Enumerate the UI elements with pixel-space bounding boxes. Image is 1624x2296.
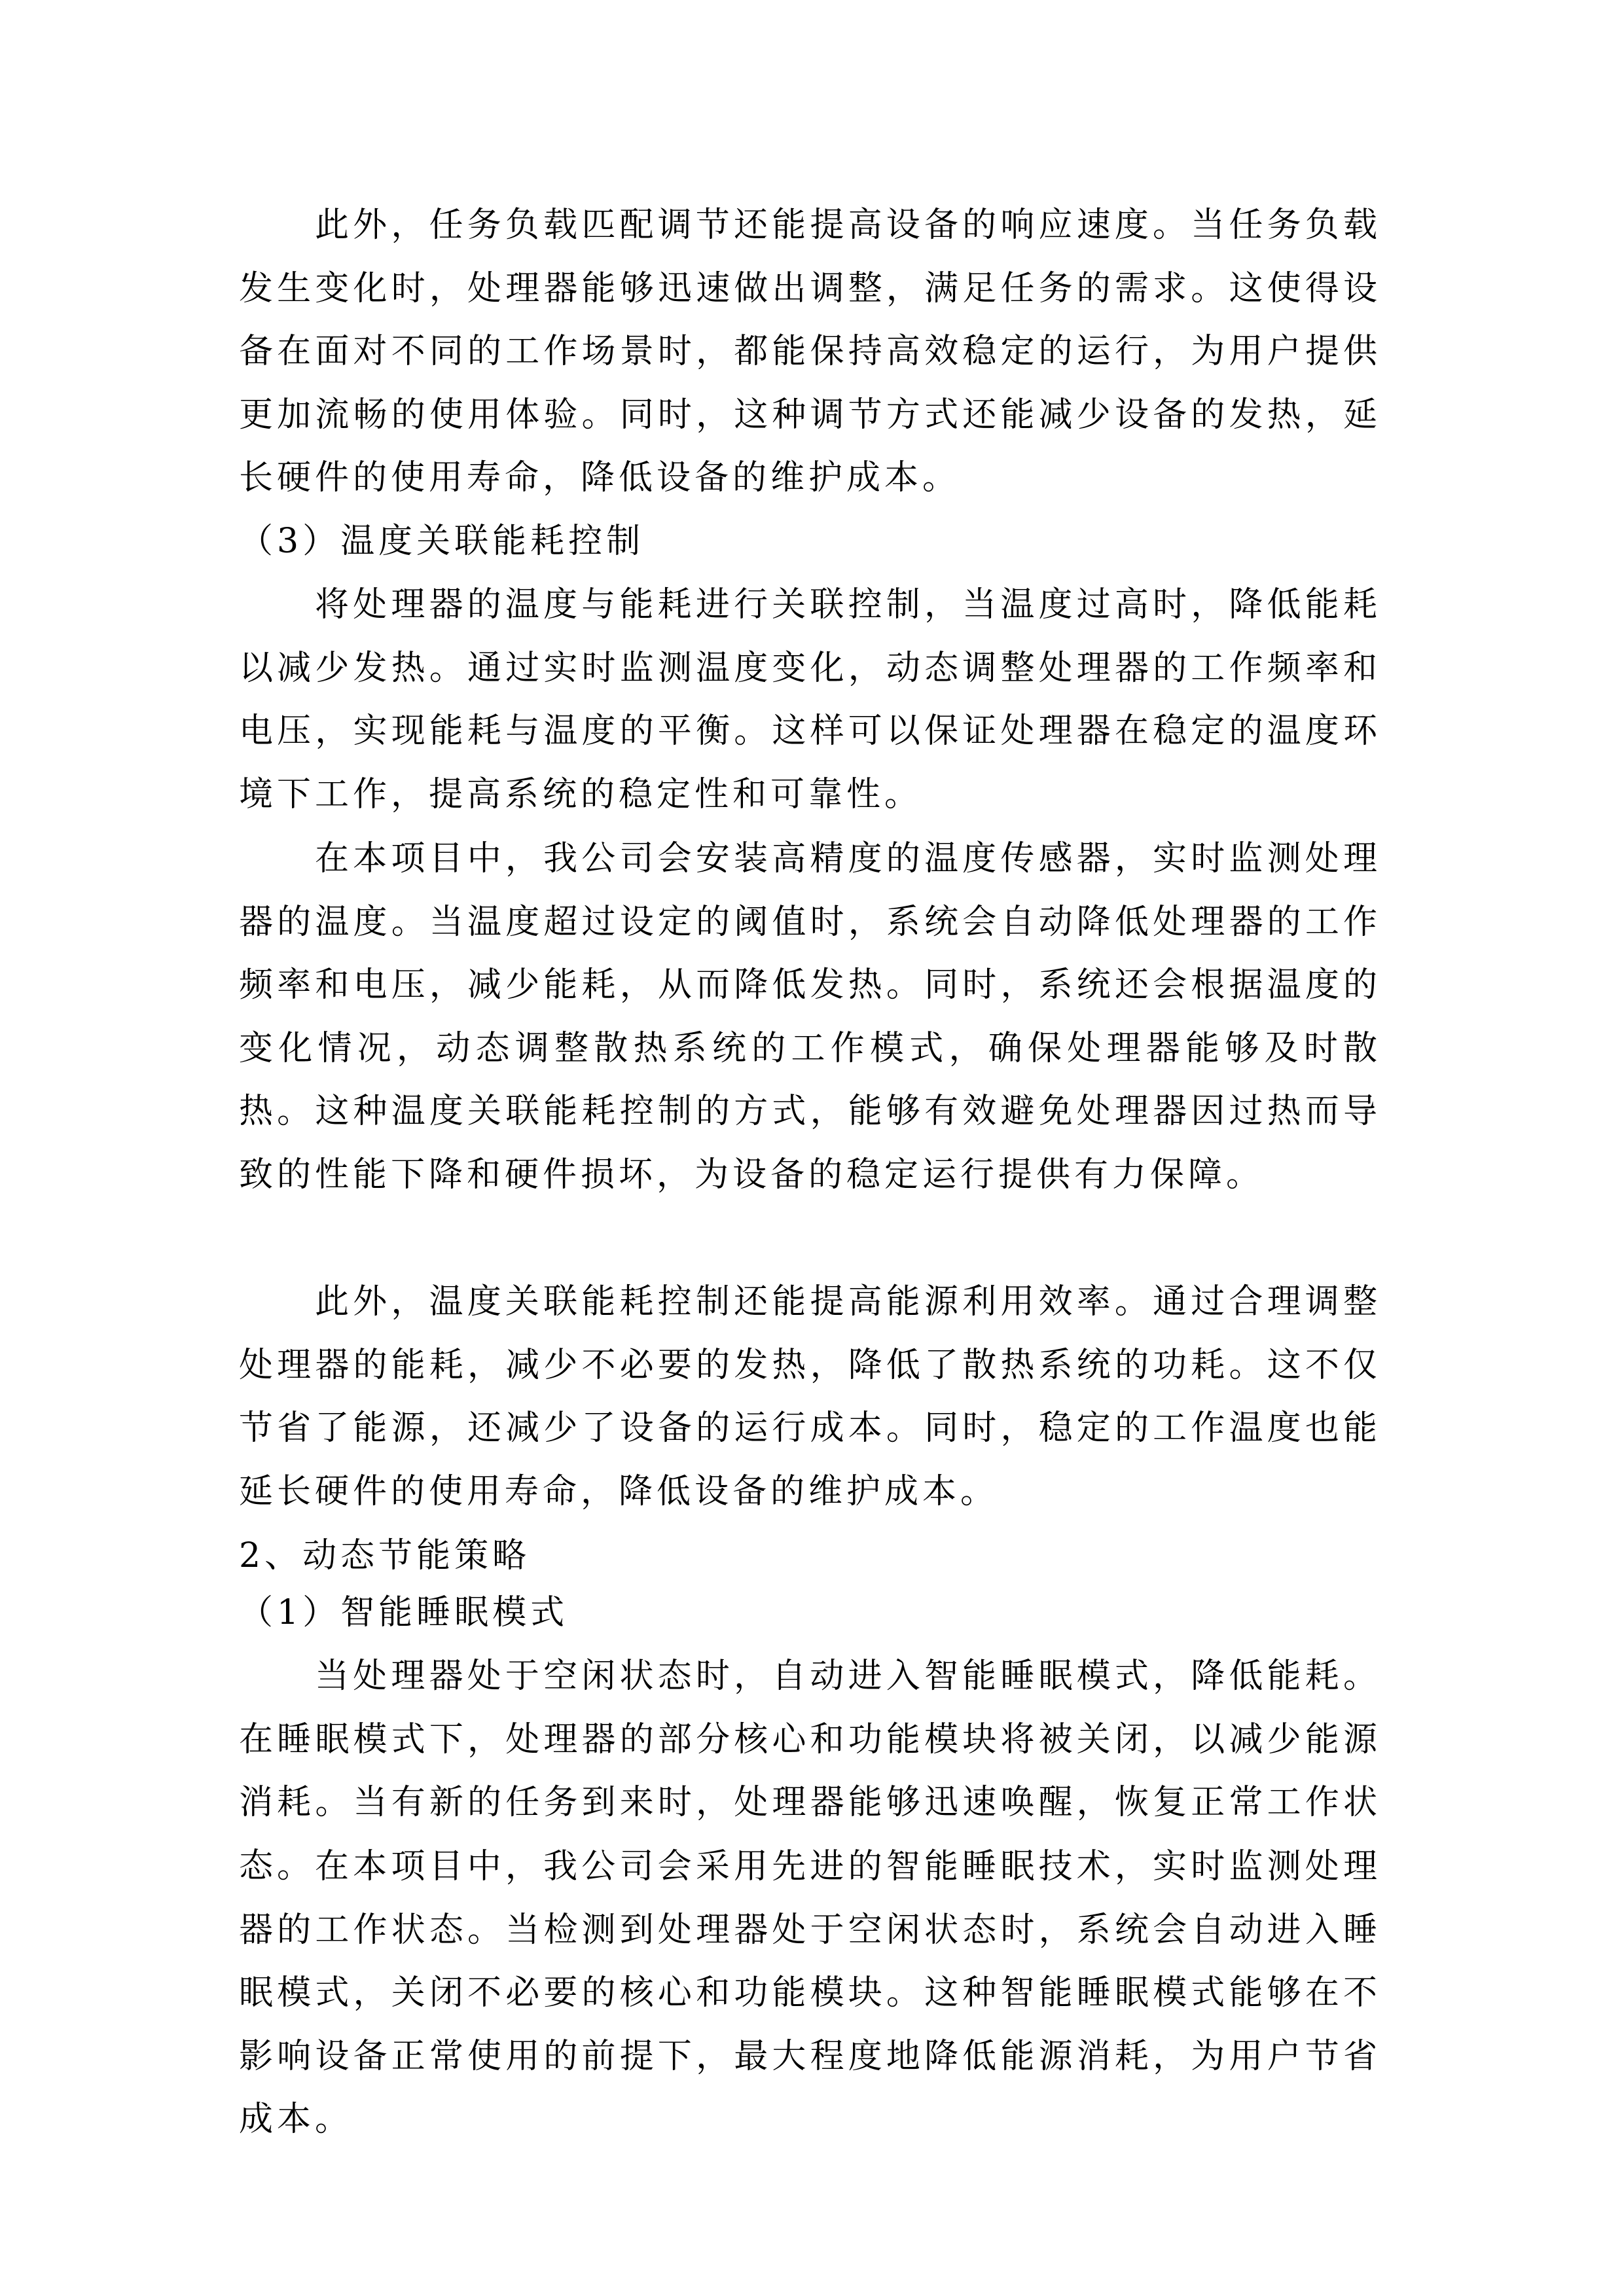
paragraph-temperature-sensor-project: 在本项目中，我公司会安装高精度的温度传感器，实时监测处理器的温度。当温度超过设定的阈值时，系统会自动降低处理器的工作频率和电压，减少能耗，从而降低发热。同时，系统还会根据温度的变化情况，动态调整散热系统的工作模式，确保处理器能够及时散热。这种温度关联能耗控制的方式，能够有效避免处理器因过热而导致的性能下降和硬件损坏，为设备的稳定运行提供有力保障。 [239, 839, 1381, 1194]
paragraph-task-load-response: 此外，任务负载匹配调节还能提高设备的响应速度。当任务负载发生变化时，处理器能够迅速做出调整，满足任务的需求。这使得设备在面对不同的工作场景时，都能保持高效稳定的运行，为用户提供更加流畅的使用体验。同时，这种调节方式还能减少设备的发热，延长硬件的使用寿命，降低设备的维护成本。 [239, 206, 1381, 497]
heading-temperature-power-control: （3）温度关联能耗控制 [239, 522, 645, 561]
paragraph-smart-sleep-project: 在本项目中，我公司会采用先进的智能睡眠技术，实时监测处理器的工作状态。当检测到处理器处于空闲状态时，系统会自动进入睡眠模式，关闭不必要的核心和功能模块。这种智能睡眠模式能够在不影响设备正常使用的前提下，最大程度地降低能源消耗，为用户节省成本。 [239, 1847, 1381, 2139]
paragraph-smart-sleep-intro: 当处理器处于空闲状态时，自动进入智能睡眠模式，降低能耗。在睡眠模式下，处理器的部分核心和功能模块将被关闭，以减少能源消耗。当有新的任务到来时，处理器能够迅速唤醒，恢复正常工作状态。 [239, 1657, 1381, 1886]
paragraph-energy-efficiency: 此外，温度关联能耗控制还能提高能源利用效率。通过合理调整处理器的能耗，减少不必要的发热，降低了散热系统的功耗。这不仅节省了能源，还减少了设备的运行成本。同时，稳定的工作温度也能延长硬件的使用寿命，降低设备的维护成本。 [239, 1282, 1381, 1511]
heading-smart-sleep-mode: （1）智能睡眠模式 [239, 1593, 569, 1632]
heading-dynamic-energy-saving: 2、动态节能策略 [239, 1536, 531, 1575]
paragraph-temperature-power-intro: 将处理器的温度与能耗进行关联控制，当温度过高时，降低能耗以减少发热。通过实时监测温度变化，动态调整处理器的工作频率和电压，实现能耗与温度的平衡。这样可以保证处理器在稳定的温度环境下工作，提高系统的稳定性和可靠性。 [239, 585, 1381, 814]
